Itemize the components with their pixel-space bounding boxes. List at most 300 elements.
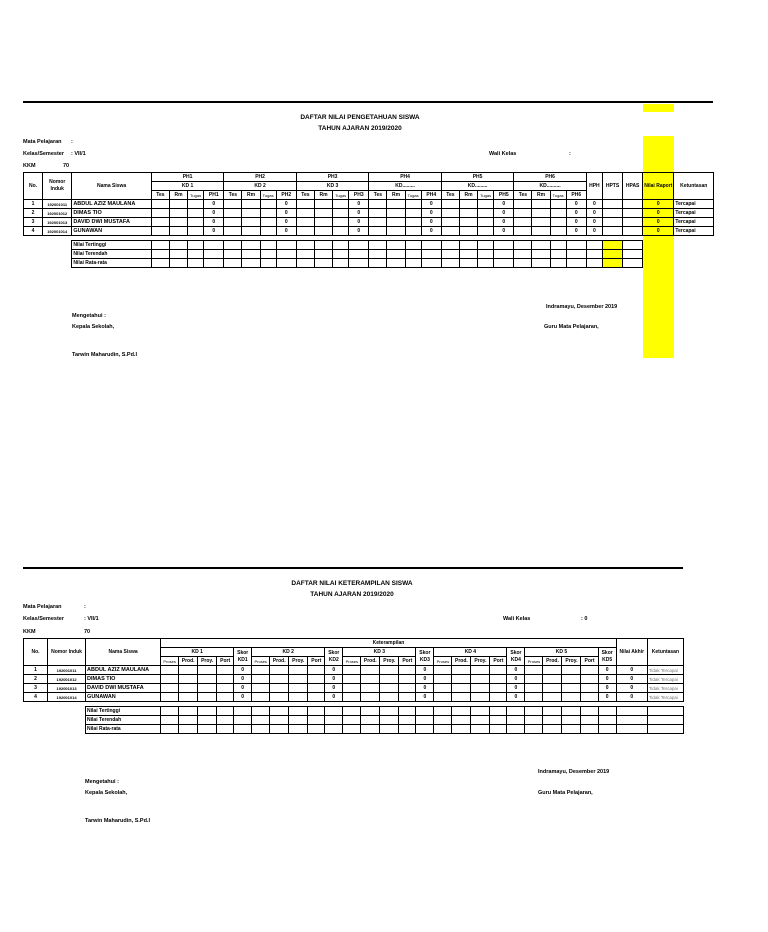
sub-tugas: Tugas xyxy=(333,191,349,200)
summary-cell xyxy=(490,716,507,725)
summary-cell xyxy=(494,250,514,259)
score-cell xyxy=(161,666,179,675)
wali-kelas-label: Wali Kelas xyxy=(503,616,531,622)
header-kd4: KD......... xyxy=(369,182,442,191)
row-nomor-induk: 192001012 xyxy=(43,209,72,218)
score-cell xyxy=(314,200,332,209)
sub-rm: Rm xyxy=(387,191,405,200)
summary-cell xyxy=(179,725,198,734)
summary-cell xyxy=(471,716,490,725)
header-ketuntasan: Ketuntasan xyxy=(647,639,683,666)
score-cell xyxy=(471,666,490,675)
summary-label: Nilai Tertinggi xyxy=(86,707,161,716)
score-cell xyxy=(399,675,416,684)
sub-header: Proy. xyxy=(471,657,490,666)
score-cell xyxy=(514,200,532,209)
summary-cell xyxy=(525,707,543,716)
score-cell xyxy=(361,693,380,702)
table-row xyxy=(24,200,714,209)
row-no: 3 xyxy=(24,684,48,693)
summary-cell xyxy=(289,707,308,716)
summary-cell xyxy=(224,250,242,259)
score-cell xyxy=(151,227,169,236)
score-cell xyxy=(361,666,380,675)
summary-cell xyxy=(421,241,441,250)
summary-cell xyxy=(361,725,380,734)
summary-cell xyxy=(525,716,543,725)
kelas-semester-value: : VII/1 xyxy=(71,151,86,157)
sub-tugas: Tugas xyxy=(260,191,276,200)
kepala-sekolah-name: Tarwin Maharudin, S.Pd.I xyxy=(72,352,137,358)
summary-cell xyxy=(441,250,459,259)
sub-tes: Tes xyxy=(514,191,532,200)
sub-rm: Rm xyxy=(532,191,550,200)
score-cell xyxy=(441,227,459,236)
score-cell xyxy=(242,218,260,227)
nilai-akhir: 0 xyxy=(616,666,647,675)
summary-cell xyxy=(416,725,434,734)
kelas-semester-label: Kelas/Semester xyxy=(23,616,64,622)
score-cell xyxy=(543,693,562,702)
summary-cell xyxy=(507,707,525,716)
summary-cell xyxy=(333,241,349,250)
row-nomor-induk: 192001014 xyxy=(48,693,86,702)
header-nomor-induk: Nomor Induk xyxy=(48,639,86,666)
header-skor-kd2: Skor KD2 xyxy=(325,648,343,666)
score-cell xyxy=(490,693,507,702)
score-cell xyxy=(198,666,217,675)
ph-score: 0 xyxy=(204,227,224,236)
summary-cell xyxy=(602,241,622,250)
summary-cell xyxy=(514,259,532,268)
score-cell xyxy=(514,218,532,227)
table-row xyxy=(24,227,714,236)
summary-cell xyxy=(260,259,276,268)
raport-score: 0 xyxy=(643,218,674,227)
score-cell xyxy=(333,200,349,209)
score-cell xyxy=(260,218,276,227)
sub-header: Prod. xyxy=(543,657,562,666)
score-cell xyxy=(387,200,405,209)
summary-cell xyxy=(343,725,361,734)
summary-cell xyxy=(349,241,369,250)
score-cell xyxy=(296,218,314,227)
score-cell xyxy=(333,227,349,236)
sub-ph6: PH6 xyxy=(566,191,586,200)
summary-cell xyxy=(586,259,602,268)
summary-cell xyxy=(204,241,224,250)
summary-cell xyxy=(562,707,581,716)
score-cell xyxy=(562,693,581,702)
summary-row xyxy=(24,250,714,259)
score-cell xyxy=(399,693,416,702)
table-row xyxy=(24,209,714,218)
header-ph2: PH2 xyxy=(224,173,297,182)
score-cell xyxy=(179,693,198,702)
score-cell xyxy=(369,209,387,218)
sub-header: Prod. xyxy=(452,657,471,666)
score-cell xyxy=(289,675,308,684)
hpas-score xyxy=(623,227,643,236)
score-cell xyxy=(179,666,198,675)
table-row xyxy=(24,693,684,702)
score-cell xyxy=(224,227,242,236)
score-cell xyxy=(260,200,276,209)
summary-cell xyxy=(581,725,598,734)
score-cell xyxy=(514,227,532,236)
summary-cell xyxy=(252,716,270,725)
score-cell xyxy=(308,693,325,702)
score-cell xyxy=(387,209,405,218)
score-cell xyxy=(361,675,380,684)
score-cell xyxy=(543,684,562,693)
score-cell xyxy=(405,218,421,227)
ph-score: 0 xyxy=(204,209,224,218)
summary-cell xyxy=(204,250,224,259)
ph-score: 0 xyxy=(349,218,369,227)
summary-cell xyxy=(566,250,586,259)
skor-kd: 0 xyxy=(598,684,616,693)
score-cell xyxy=(260,227,276,236)
summary-cell xyxy=(494,259,514,268)
hpts-score xyxy=(602,200,622,209)
summary-cell xyxy=(204,259,224,268)
skor-kd: 0 xyxy=(234,684,252,693)
summary-row xyxy=(24,707,684,716)
ph-score: 0 xyxy=(566,218,586,227)
top-rule-knowledge xyxy=(23,101,713,103)
score-cell xyxy=(459,227,477,236)
summary-cell xyxy=(260,250,276,259)
summary-cell xyxy=(361,716,380,725)
summary-cell xyxy=(405,250,421,259)
row-nama-siswa: DIMAS TIO xyxy=(86,675,161,684)
row-no: 2 xyxy=(24,675,48,684)
guru-mapel-label: Guru Mata Pelajaran, xyxy=(544,324,599,330)
score-cell xyxy=(169,218,187,227)
summary-cell xyxy=(616,716,647,725)
score-cell xyxy=(550,218,566,227)
summary-cell xyxy=(434,716,452,725)
score-cell xyxy=(289,666,308,675)
hpts-score xyxy=(602,218,622,227)
summary-cell xyxy=(543,716,562,725)
ph-score: 0 xyxy=(421,200,441,209)
score-cell xyxy=(252,684,270,693)
summary-cell xyxy=(369,241,387,250)
summary-cell xyxy=(543,725,562,734)
summary-cell xyxy=(217,716,234,725)
kepala-sekolah-label: Kepala Sekolah, xyxy=(72,324,115,330)
summary-cell xyxy=(234,716,252,725)
score-cell xyxy=(308,675,325,684)
score-cell xyxy=(562,684,581,693)
summary-cell xyxy=(252,707,270,716)
ph-score: 0 xyxy=(204,200,224,209)
score-cell xyxy=(198,684,217,693)
ketuntasan-status: Tercapai xyxy=(674,209,714,218)
score-cell xyxy=(380,666,399,675)
row-nama-siswa: GUNAWAN xyxy=(86,693,161,702)
row-nomor-induk: 192001013 xyxy=(48,684,86,693)
hph-score: 0 xyxy=(586,200,602,209)
score-cell xyxy=(525,693,543,702)
summary-cell xyxy=(581,707,598,716)
skills-grade-table xyxy=(23,638,684,734)
ph-score: 0 xyxy=(566,200,586,209)
hph-score: 0 xyxy=(586,218,602,227)
nilai-akhir: 0 xyxy=(616,675,647,684)
score-cell xyxy=(217,684,234,693)
header-kd6: KD.......... xyxy=(514,182,587,191)
summary-cell xyxy=(260,241,276,250)
ph-score: 0 xyxy=(566,227,586,236)
summary-cell xyxy=(441,259,459,268)
summary-cell xyxy=(562,716,581,725)
score-cell xyxy=(380,684,399,693)
summary-cell xyxy=(452,707,471,716)
summary-cell xyxy=(490,707,507,716)
summary-cell xyxy=(405,259,421,268)
mata-pelajaran-label: Mata Pelajaran xyxy=(23,604,62,610)
score-cell xyxy=(452,684,471,693)
score-cell xyxy=(434,693,452,702)
skor-kd: 0 xyxy=(416,693,434,702)
skor-kd: 0 xyxy=(598,675,616,684)
sub-rm: Rm xyxy=(459,191,477,200)
score-cell xyxy=(161,675,179,684)
header-ph4: PH4 xyxy=(369,173,442,182)
ketuntasan-status: Tidak Tercapai xyxy=(647,666,683,675)
summary-cell xyxy=(399,716,416,725)
kkm-label: KKM xyxy=(23,629,36,635)
ph-score: 0 xyxy=(276,227,296,236)
skor-kd: 0 xyxy=(507,675,525,684)
summary-cell xyxy=(471,725,490,734)
summary-cell xyxy=(325,725,343,734)
score-cell xyxy=(361,684,380,693)
summary-cell xyxy=(276,259,296,268)
summary-cell xyxy=(405,241,421,250)
summary-cell xyxy=(459,259,477,268)
summary-cell xyxy=(490,725,507,734)
sub-header: Proy. xyxy=(198,657,217,666)
hpts-score xyxy=(602,227,622,236)
header-kd3: KD 3 xyxy=(343,648,416,657)
header-ph1: PH1 xyxy=(151,173,224,182)
sub-header: Port xyxy=(399,657,416,666)
header-skor-kd1: Skor KD1 xyxy=(234,648,252,666)
summary-cell xyxy=(161,716,179,725)
table-row xyxy=(24,675,684,684)
score-cell xyxy=(161,693,179,702)
ph-score: 0 xyxy=(421,227,441,236)
hpts-score xyxy=(602,209,622,218)
sub-header: Proy. xyxy=(380,657,399,666)
score-cell xyxy=(525,684,543,693)
sub-rm: Rm xyxy=(169,191,187,200)
summary-cell xyxy=(151,250,169,259)
ph-score: 0 xyxy=(276,209,296,218)
summary-cell xyxy=(586,250,602,259)
score-cell xyxy=(217,666,234,675)
score-cell xyxy=(260,209,276,218)
score-cell xyxy=(405,200,421,209)
score-cell xyxy=(151,209,169,218)
summary-cell xyxy=(333,259,349,268)
row-no: 4 xyxy=(24,227,43,236)
summary-cell xyxy=(349,250,369,259)
ketuntasan-status: Tercapai xyxy=(674,200,714,209)
row-no: 2 xyxy=(24,209,43,218)
ph-score: 0 xyxy=(276,200,296,209)
skor-kd: 0 xyxy=(598,666,616,675)
summary-cell xyxy=(217,707,234,716)
summary-cell xyxy=(507,725,525,734)
score-cell xyxy=(270,666,289,675)
summary-cell xyxy=(369,259,387,268)
summary-cell xyxy=(198,725,217,734)
summary-cell xyxy=(602,259,622,268)
score-cell xyxy=(188,227,204,236)
summary-cell xyxy=(343,707,361,716)
score-cell xyxy=(581,684,598,693)
summary-cell xyxy=(161,707,179,716)
header-nilai-raport: Nilai Raport xyxy=(643,173,674,200)
ph-score: 0 xyxy=(276,218,296,227)
score-cell xyxy=(525,666,543,675)
header-kd5: KD......... xyxy=(441,182,514,191)
summary-cell xyxy=(242,250,260,259)
sub-header: Proses xyxy=(252,657,270,666)
sub-tugas: Tugas xyxy=(188,191,204,200)
header-skor-kd5: Skor KD5 xyxy=(598,648,616,666)
summary-cell xyxy=(234,725,252,734)
score-cell xyxy=(459,209,477,218)
header-no: No. xyxy=(24,173,43,200)
score-cell xyxy=(399,684,416,693)
score-cell xyxy=(514,209,532,218)
mata-pelajaran-value: : xyxy=(84,604,86,610)
score-cell xyxy=(333,209,349,218)
header-ketuntasan: Ketuntasan xyxy=(674,173,714,200)
summary-cell xyxy=(325,707,343,716)
ketuntasan-status: Tidak Tercapai xyxy=(647,675,683,684)
place-date: Indramayu, Desember 2019 xyxy=(546,304,618,310)
ph-score: 0 xyxy=(494,218,514,227)
sub-rm: Rm xyxy=(242,191,260,200)
summary-cell xyxy=(550,259,566,268)
score-cell xyxy=(242,200,260,209)
skor-kd: 0 xyxy=(325,693,343,702)
summary-cell xyxy=(616,707,647,716)
score-cell xyxy=(581,666,598,675)
row-nama-siswa: ABDUL AZIZ MAULANA xyxy=(86,666,161,675)
sheet-subtitle: TAHUN AJARAN 2019/2020 xyxy=(318,125,402,132)
score-cell xyxy=(179,684,198,693)
score-cell xyxy=(343,684,361,693)
score-cell xyxy=(242,227,260,236)
header-kd2: KD 2 xyxy=(252,648,325,657)
header-ph3: PH3 xyxy=(296,173,369,182)
kepala-sekolah-label: Kepala Sekolah, xyxy=(85,790,128,796)
summary-cell xyxy=(581,716,598,725)
row-no: 3 xyxy=(24,218,43,227)
score-cell xyxy=(179,675,198,684)
sub-header: Proy. xyxy=(289,657,308,666)
summary-cell xyxy=(188,241,204,250)
score-cell xyxy=(543,675,562,684)
summary-cell xyxy=(296,241,314,250)
ketuntasan-status: Tercapai xyxy=(674,218,714,227)
summary-cell xyxy=(314,259,332,268)
score-cell xyxy=(380,675,399,684)
summary-cell xyxy=(586,241,602,250)
score-cell xyxy=(169,200,187,209)
score-cell xyxy=(490,666,507,675)
score-cell xyxy=(296,227,314,236)
score-cell xyxy=(252,666,270,675)
sub-tes: Tes xyxy=(151,191,169,200)
header-ph5: PH5 xyxy=(441,173,514,182)
score-cell xyxy=(525,675,543,684)
score-cell xyxy=(434,675,452,684)
sub-rm: Rm xyxy=(314,191,332,200)
summary-cell xyxy=(179,707,198,716)
summary-cell xyxy=(478,241,494,250)
score-cell xyxy=(343,666,361,675)
summary-cell xyxy=(169,250,187,259)
summary-cell xyxy=(416,716,434,725)
score-cell xyxy=(478,200,494,209)
row-nomor-induk: 192001011 xyxy=(43,200,72,209)
ph-score: 0 xyxy=(494,209,514,218)
score-cell xyxy=(581,675,598,684)
score-cell xyxy=(289,693,308,702)
score-cell xyxy=(343,693,361,702)
score-cell xyxy=(550,200,566,209)
kelas-semester-value: : VII/1 xyxy=(84,616,99,622)
hpas-score xyxy=(623,218,643,227)
header-hpas: HPAS xyxy=(623,173,643,200)
summary-cell xyxy=(478,259,494,268)
summary-cell xyxy=(647,716,683,725)
summary-row xyxy=(24,241,714,250)
summary-cell xyxy=(188,259,204,268)
summary-cell xyxy=(308,725,325,734)
summary-cell xyxy=(289,716,308,725)
score-cell xyxy=(343,675,361,684)
summary-cell xyxy=(276,241,296,250)
sub-header: Port xyxy=(581,657,598,666)
header-kd4: KD 4 xyxy=(434,648,507,657)
sub-tugas: Tugas xyxy=(550,191,566,200)
summary-cell xyxy=(217,725,234,734)
score-cell xyxy=(224,218,242,227)
summary-cell xyxy=(387,259,405,268)
sub-header: Port xyxy=(217,657,234,666)
row-nomor-induk: 192001011 xyxy=(48,666,86,675)
score-cell xyxy=(543,666,562,675)
ph-score: 0 xyxy=(494,200,514,209)
ph-score: 0 xyxy=(204,218,224,227)
place-date: Indramayu, Desember 2019 xyxy=(538,769,610,775)
mata-pelajaran-label: Mata Pelajaran xyxy=(23,139,62,145)
skor-kd: 0 xyxy=(598,693,616,702)
summary-cell xyxy=(399,707,416,716)
score-cell xyxy=(532,200,550,209)
summary-cell xyxy=(380,716,399,725)
